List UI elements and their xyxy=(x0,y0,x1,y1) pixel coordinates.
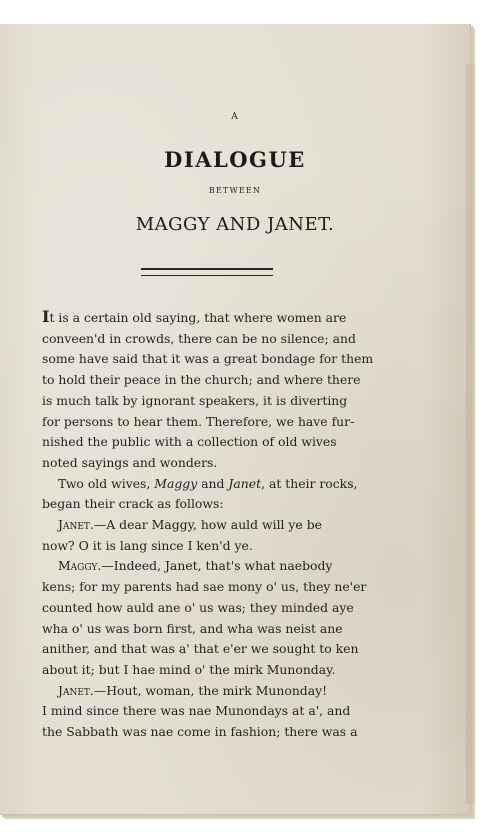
page-subtitle: MAGGY AND JANET. xyxy=(135,214,335,235)
text-line: wha o' us was born first, and wha was neist ane xyxy=(42,620,343,636)
heading-between: BETWEEN xyxy=(208,186,262,195)
text-line: for persons to hear them. Therefore, we have fur- xyxy=(42,413,355,429)
text-line: I mind since there was nae Munondays at a', and xyxy=(42,703,351,719)
body-text xyxy=(42,307,374,743)
page-edge xyxy=(466,64,478,804)
text-line: nished the public with a collection of old wives xyxy=(42,434,337,450)
speaker-name: Janet xyxy=(58,682,90,698)
speaker-name: Maggy xyxy=(58,558,98,574)
speaker-name: Janet xyxy=(58,517,90,533)
text-line: to hold their peace in the church; and where there xyxy=(42,372,361,388)
text-line: Janet.—A dear Maggy, how auld will ye be xyxy=(58,517,322,533)
text-line: anither, and that was a' that e'er we sought to ken xyxy=(42,641,359,657)
page-title: DIALOGUE xyxy=(164,147,306,172)
text-line: counted how auld ane o' us was; they minded aye xyxy=(42,599,354,615)
drop-cap: I xyxy=(42,307,50,326)
text-line: kens; for my parents had sae mony o' us, they ne'er xyxy=(42,579,367,595)
text-line: Two old wives, Maggy and Janet, at their rocks, xyxy=(58,475,358,491)
character-name: Maggy xyxy=(154,475,198,491)
text-line: is much talk by ignorant speakers, it is diverting xyxy=(42,392,348,408)
text-line: some have said that it was a great bondage for them xyxy=(42,351,374,367)
text-line: began their crack as follows: xyxy=(42,496,224,512)
heading-article: A xyxy=(231,112,239,122)
text-line: Maggy.—Indeed, Janet, that's what naebody xyxy=(58,558,333,574)
double-rule-divider xyxy=(141,268,273,276)
text-line: about it; but I hae mind o' the mirk Munonday. xyxy=(42,661,336,677)
text-line: It is a certain old saying, that where women are xyxy=(42,307,347,326)
text-line: noted sayings and wonders. xyxy=(42,454,218,470)
text-line: the Sabbath was nae come in fashion; there was a xyxy=(42,724,358,740)
text-line: conveen'd in crowds, there can be no silence; and xyxy=(42,330,356,346)
text-line: Janet.—Hout, woman, the mirk Munonday! xyxy=(58,682,328,698)
character-name: Janet xyxy=(228,475,262,491)
text-line: now? O it is lang since I ken'd ye. xyxy=(42,537,253,553)
book-page xyxy=(0,24,471,815)
